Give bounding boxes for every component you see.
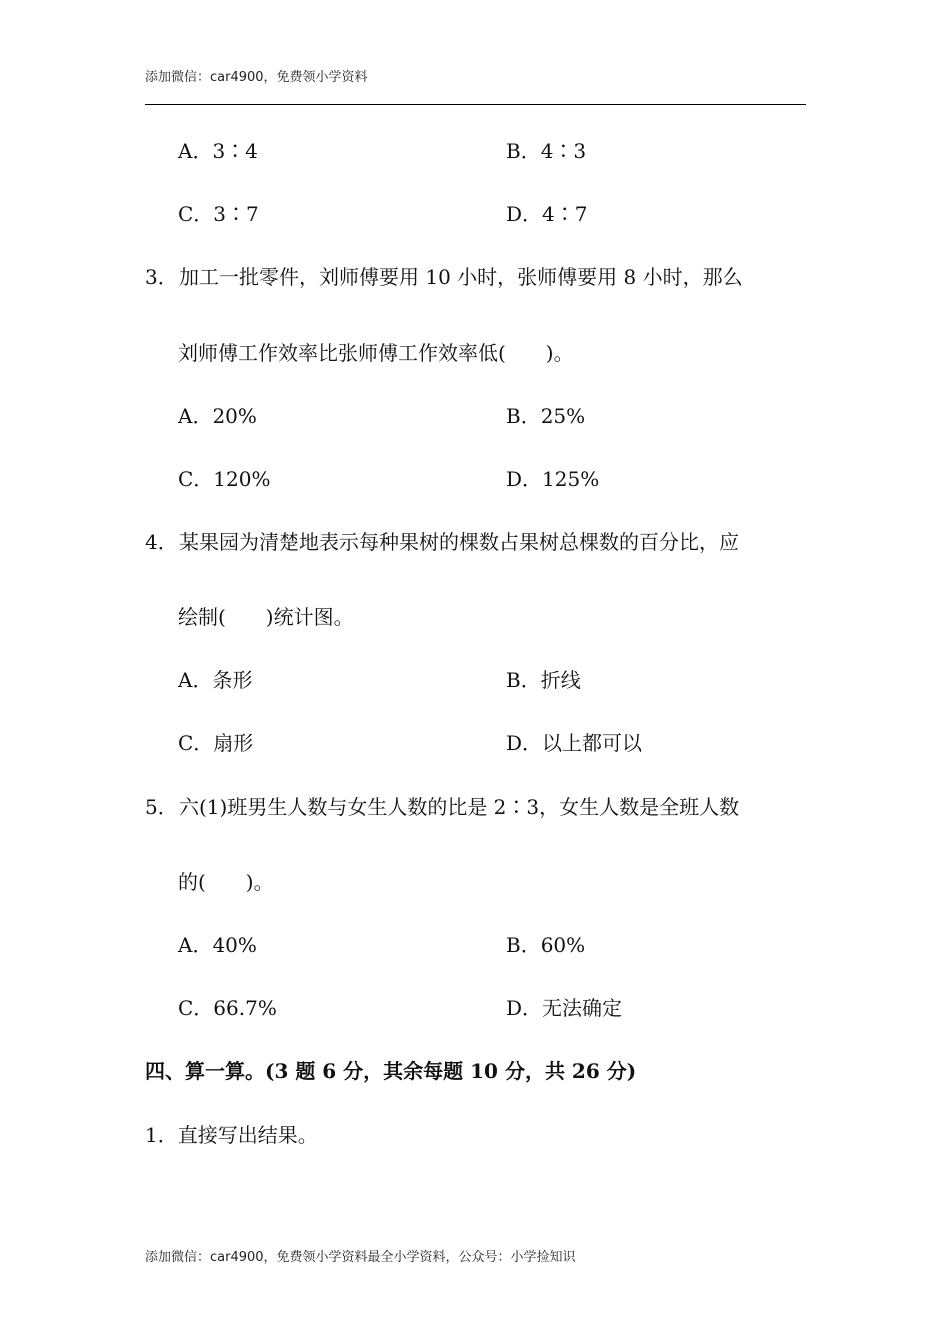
q3-option-b: B．25% [506, 404, 586, 428]
q4-option-d: D．以上都可以 [506, 731, 643, 755]
section-4-item-1: 1．直接写出结果。 [145, 1123, 318, 1147]
q4-number: 4． [145, 530, 178, 554]
q5-stem-line1 [145, 795, 739, 819]
q5-option-b: B．60% [506, 933, 586, 957]
q3-number: 3． [145, 265, 178, 289]
q3-stem-line2: 刘师傅工作效率比张师傅工作效率低( )。 [178, 341, 574, 365]
q3-option-c: C．120% [178, 467, 271, 491]
q4-option-a: A．条形 [178, 668, 253, 692]
q4-stem-line2: 绘制( )统计图。 [178, 605, 354, 629]
q3-option-a: A．20% [178, 404, 257, 428]
q5-option-c: C．66.7% [178, 996, 277, 1020]
q2-option-b: B．4∶3 [506, 139, 587, 163]
q2-option-c: C．3∶7 [178, 202, 259, 226]
q5-stem-line2: 的( )。 [178, 870, 274, 894]
q2-option-a: A．3∶4 [178, 139, 258, 163]
q4-option-c: C．扇形 [178, 731, 254, 755]
footer-note: 添加微信：car4900，免费领小学资料最全小学资料，公众号：小学捡知识 [145, 1250, 576, 1265]
q2-option-d: D．4∶7 [506, 202, 588, 226]
q5-number: 5． [145, 795, 178, 819]
q5-option-a: A．40% [178, 933, 257, 957]
q4-text-1: 某果园为清楚地表示每种果树的棵数占果树总棵数的百分比，应 [179, 530, 739, 554]
q4-option-b: B．折线 [506, 668, 581, 692]
q5-text-1: 六(1)班男生人数与女生人数的比是 2∶3，女生人数是全班人数 [179, 795, 740, 819]
section-4-title: 四、算一算。(3 题 6 分，其余每题 10 分，共 26 分) [145, 1059, 637, 1083]
q3-option-d: D．125% [506, 467, 600, 491]
header-divider [145, 104, 806, 105]
q3-stem-line1 [145, 265, 743, 289]
header-note: 添加微信：car4900，免费领小学资料 [145, 70, 368, 85]
q3-text-1: 加工一批零件，刘师傅要用 10 小时，张师傅要用 8 小时，那么 [179, 265, 743, 289]
q4-stem-line1 [145, 530, 739, 554]
q5-option-d: D．无法确定 [506, 996, 623, 1020]
